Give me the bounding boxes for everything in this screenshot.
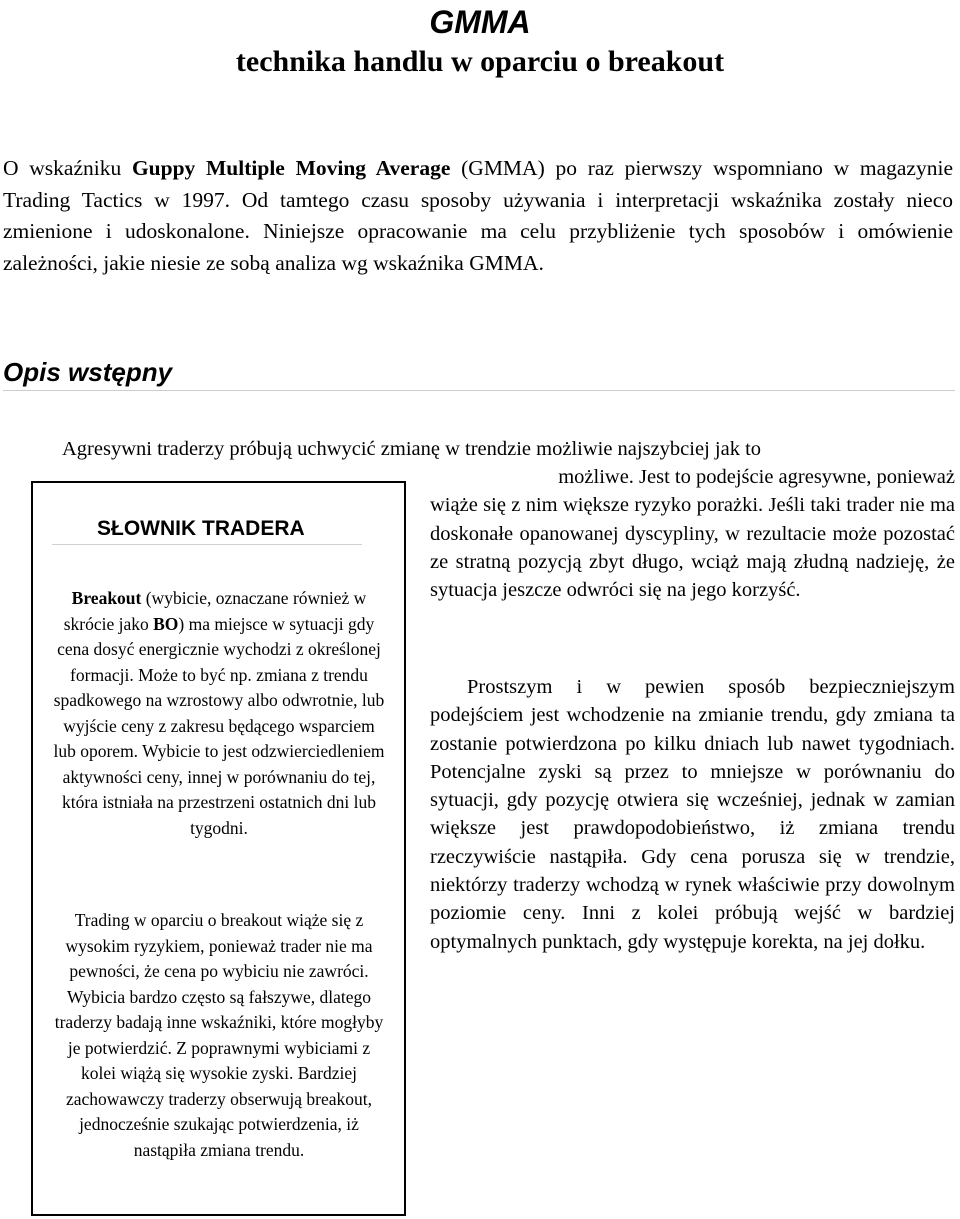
paragraph-1-rest: wiąże się z nim większe ryzyko porażki. Jeśli taki trader nie ma doskonałe opanowanej dyscypliny, w rezultacie może pozostać ze stratną pozycją zbyt długo, wciąż mają złudną nadzieję, że sytuacja jeszcze odwróci się na jego korzyść.	[430, 494, 955, 602]
section-paragraph-2: Prostszym i w pewien sposób bezpieczniejszym podejściem jest wchodzenie na zmianie trendu, gdy zmiana ta zostanie potwierdzona po kilku dniach lub nawet tygodniach. Potencjalne zyski są przez to mniejsze w porównaniu do sytuacji, gdy pozycję otwiera się wcześniej, jednak w zamian większe jest prawdopodobieństwo, iż zmiana trendu rzeczywiście nastąpiła. Gdy cena porusza się w trendzie, niektórzy traderzy wchodzą w rynek właściwie przy dowolnym poziomie ceny. Inni z kolei próbują wejść w bardziej optymalnych punktach, gdy występuje korekta, na jej dołku.	[430, 676, 955, 953]
section-heading: Opis wstępny	[3, 354, 955, 391]
document-subtitle: technika handlu w oparciu o breakout	[235, 45, 725, 78]
paragraph-1-first-line: możliwe. Jest to podejście agresywne, ponieważ	[558, 466, 955, 488]
glossary-def-a: (wybicie, oznaczane również w skrócie jako	[63, 588, 367, 634]
intro-prefix: O wskaźniku	[3, 156, 132, 180]
glossary-term: Breakout	[71, 588, 142, 608]
glossary-abbr: BO	[153, 613, 179, 634]
section-paragraph-1	[430, 463, 955, 604]
glossary-title: SŁOWNIK TRADERA	[52, 515, 362, 545]
intro-rest: (GMMA) po raz pierwszy wspomniano w magazynie Trading Tactics w 1997. Od tamtego czasu sposoby używania i interpretacji wskaźnika zostały nieco zmienione i udoskonalone. Niniejsze opracowanie ma celu przybliżenie tych sposobów i omówienie zależności, jakie niesie ze sobą analiza wg wskaźnika GMMA.	[3, 156, 953, 275]
intro-paragraph	[3, 153, 953, 279]
glossary-paragraph-2: Trading w oparciu o breakout wiąże się z wysokim ryzykiem, ponieważ trader nie ma pewności, że cena po wybiciu nie zawróci. Wybicia bardzo często są fałszywe, dlatego traderzy badają inne wskaźniki, które mogłyby je potwierdzić. Z poprawnymi wybiciami z kolei wiążą się wysokie zyski. Bardziej zachowawczy traderzy obserwują breakout, jednocześnie szukając potwierdzenia, iż nastąpiła zmiana trendu.	[54, 910, 384, 1160]
document-title: GMMA	[429, 4, 531, 40]
section-lead-line: Agresywni traderzy próbują uchwycić zmianę w trendzie możliwie najszybciej jak to	[62, 438, 762, 460]
glossary-def-b: ) ma miejsce w sytuacji gdy cena dosyć energicznie wychodzi z określonej formacji. Może to być np. zmiana z trendu spadkowego na wzrostowy albo odwrotnie, lub wyjście ceny z zakresu będącego wsparciem lub oporem. Wybicie to jest odzwierciedleniem aktywności ceny, innej w porównaniu do tej, która istniała na przestrzeni ostatnich dni lub tygodni.	[53, 613, 385, 838]
indicator-name: Guppy Multiple Moving Average	[131, 156, 451, 180]
glossary-definition	[50, 586, 388, 841]
